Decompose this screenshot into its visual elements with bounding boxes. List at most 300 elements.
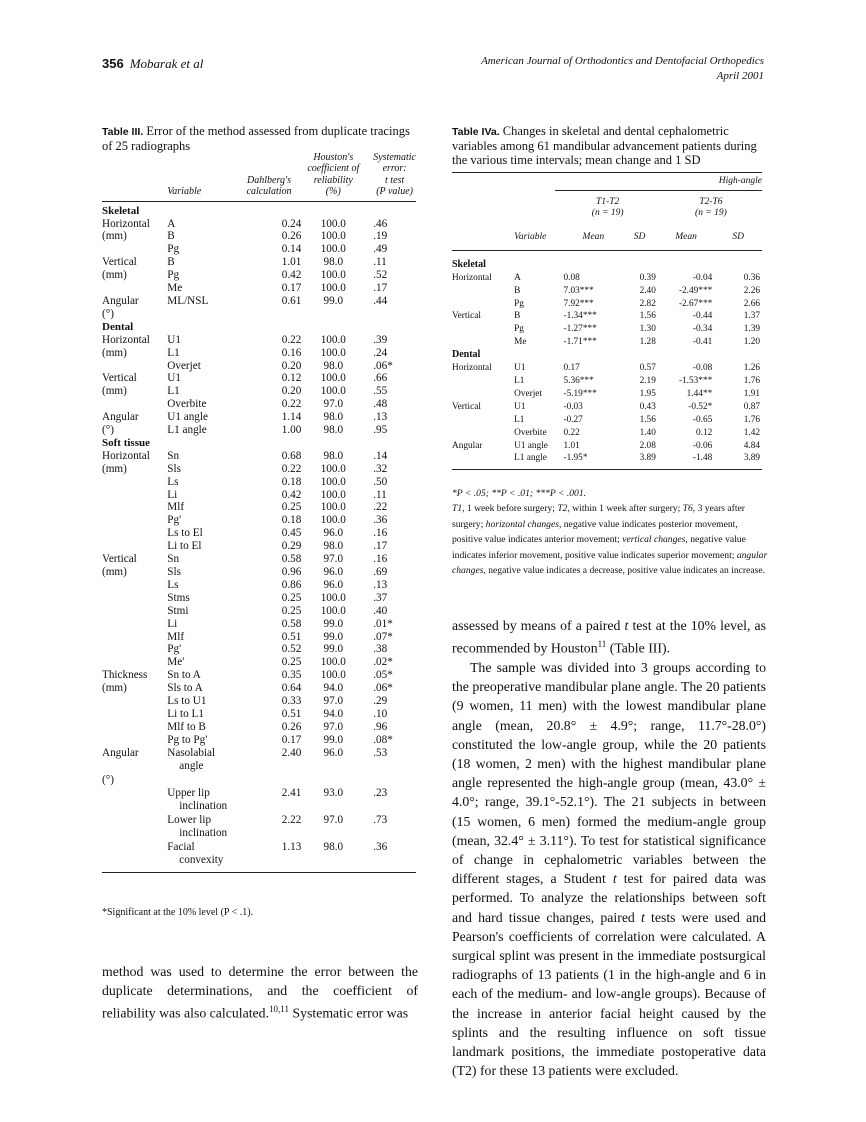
table4-cell-m2: -0.04 (692, 272, 713, 283)
table4-row (452, 362, 762, 375)
table3-row (102, 631, 416, 644)
table3-cell-c0: (mm) (102, 682, 127, 695)
table3-cell-c0 (102, 540, 167, 553)
table3-cell-p: .17 (373, 282, 388, 295)
table3-row (102, 308, 416, 321)
table3-cell-d: 0.22 (281, 398, 302, 411)
table4-cell-m2: -0.08 (692, 363, 713, 374)
table3-cell-d: 0.17 (281, 282, 302, 295)
table3-cell-d: 1.01 (281, 256, 302, 269)
table3-cell-p: .19 (373, 230, 388, 243)
table3-cell-d: 1.14 (281, 411, 302, 424)
table3-cell-h: 100.0 (320, 475, 346, 488)
table3-cell-c0: Angular (102, 294, 139, 307)
table3-cell-d: 0.42 (281, 488, 302, 501)
table3-cell-p: .17 (373, 540, 388, 553)
table3-cell-v: Sls (167, 462, 181, 475)
table3-row (102, 501, 416, 514)
table4-group-label: Dental (452, 349, 481, 361)
table3-cell-v: L1 (167, 385, 180, 398)
table3-row (102, 708, 416, 721)
table3-cell-d: 0.86 (281, 578, 302, 591)
table4-cell-v: L1 (514, 375, 525, 386)
table3-cell-c0: Vertical (102, 372, 137, 385)
table3-cell-v: Mlf (167, 501, 185, 514)
table3-cell-v: Stms (167, 591, 190, 604)
table3-cell-p: .39 (373, 333, 388, 346)
table3-header-houston: Houston's coefficient of reliability (%) (303, 152, 371, 201)
table3-cell-v: Ls (167, 578, 179, 591)
table3-cell-v: U1 angle (167, 411, 208, 424)
running-header-left (102, 56, 203, 72)
table3-cell-p: .66 (373, 372, 388, 385)
table3-cell-h: 94.0 (323, 707, 344, 720)
table3-row (102, 372, 416, 385)
table4-row (452, 285, 762, 298)
table3-cell-v: Sn to A (167, 669, 201, 682)
table4-cell-s1: 2.40 (639, 285, 656, 296)
table3-cell-d: 0.42 (281, 269, 302, 282)
table3-cell-d: 0.25 (281, 501, 302, 514)
table4-row (452, 310, 762, 323)
table3-label: Table III. (102, 126, 144, 138)
table3-cell-v: Mlf (167, 630, 185, 643)
table3-cell-d: 2.22 (281, 813, 302, 826)
table3-cell-v: L1 angle (167, 424, 207, 437)
table3-cell-v: Pg' (167, 643, 182, 656)
table3-row (102, 814, 416, 841)
table3-row (102, 682, 416, 695)
table3-cell-h: 100.0 (320, 372, 346, 385)
table4-cell-v: B (514, 285, 521, 296)
table3-cell-v: Overbite (167, 398, 207, 411)
table3-body (102, 201, 416, 873)
table4-cell-v: A (514, 272, 521, 283)
table3-cell-p: .38 (373, 643, 388, 656)
table3-row (102, 230, 416, 243)
table3-cell-p: .02* (373, 656, 393, 669)
table4-cell-m2: -1.48 (660, 452, 716, 469)
table4-cell-s1: 1.56 (639, 311, 656, 322)
table3-cell-c0 (102, 656, 167, 669)
table4-cell-m1: -1.34*** (563, 311, 597, 322)
body-text-right (452, 616, 766, 1080)
table4-cell-v: Pg (514, 324, 524, 335)
table3-cell-d: 2.41 (281, 786, 302, 799)
table3-cell-d: 0.51 (281, 707, 302, 720)
table3-cell-d: 0.64 (281, 682, 302, 695)
table4-cell-m2: -2.67*** (678, 298, 713, 309)
table4-cell-s2: 4.84 (743, 440, 760, 451)
table3-cell-c0: Angular (102, 411, 139, 424)
table3-cell-v: Sls (167, 566, 181, 578)
table3-row (102, 385, 416, 398)
table4-cell-c0 (452, 452, 514, 469)
table3-cell-h: 99.0 (323, 294, 344, 307)
table3-cell-p: .29 (373, 695, 388, 708)
table4-header-mean2: Mean (660, 219, 716, 250)
table3-row (102, 553, 416, 566)
table4-cell-m2: -0.44 (692, 311, 713, 322)
table4-cell-c0: Horizontal (452, 272, 492, 283)
table3-cell-p: .55 (373, 385, 388, 398)
table4-cell-m1: -0.27 (563, 414, 583, 425)
table4-cell-m2: 1.44** (686, 388, 713, 399)
table3-cell-h: 99.0 (323, 643, 344, 656)
table4-foot-significance: *P < .05; **P < .01; ***P < .001. (452, 488, 587, 499)
table3-cell-v: Li to L1 (167, 707, 204, 720)
table4-cell-s2: 1.39 (743, 324, 760, 335)
table4-cell-v: Me (514, 337, 527, 348)
table3-cell-v: Facial convexity (167, 841, 236, 873)
table3-cell-c0 (102, 592, 167, 605)
table3-cell-c0 (102, 243, 167, 256)
table4-cell-v: L1 (514, 414, 525, 425)
table3-cell-v: Pg to Pg' (167, 733, 208, 746)
table3-cell-d: 0.25 (281, 604, 302, 617)
table4-cell-c0 (452, 285, 514, 298)
table3-cell-d: 0.22 (281, 333, 302, 346)
table3-row (102, 334, 416, 347)
table3-cell-c0: (mm) (102, 566, 127, 578)
table4-cell-m2: -0.34 (692, 324, 713, 335)
table4-cell-c0 (452, 298, 514, 311)
table3-cell-p: .22 (373, 501, 388, 514)
table4-group-row (452, 250, 762, 271)
table4-header-t1t2: T1-T2 (n = 19) (591, 196, 624, 218)
table3-caption-text: Error of the method assessed from duplicate tracings of 25 radiographs (102, 124, 410, 153)
table3-cell-h: 100.0 (320, 243, 346, 256)
issue-date: April 2001 (716, 70, 764, 82)
table3-cell-h: 96.0 (323, 746, 344, 759)
table3 (102, 152, 416, 873)
table3-cell-p: .16 (373, 527, 388, 540)
table3-cell-h (303, 774, 371, 787)
running-header-right (481, 54, 764, 84)
table3-cell-v: Stmi (167, 604, 189, 617)
table4-cell-m1: 5.36*** (563, 375, 594, 386)
table3-cell-d: 0.52 (281, 643, 302, 656)
table3-cell-h: 99.0 (323, 630, 344, 643)
table3-header-row (102, 152, 416, 201)
table4-header-mean1: Mean (555, 219, 623, 250)
table3-cell-c0: (mm) (102, 462, 127, 475)
table3-cell-d: 0.20 (281, 359, 302, 372)
table3-cell-c0 (102, 787, 167, 814)
table3-cell-h: 96.0 (323, 578, 344, 591)
table4-cell-m2: -1.53*** (678, 375, 713, 386)
table4-row (452, 388, 762, 401)
table4-group-row (452, 349, 762, 362)
table4-cell-m2: -0.65 (692, 414, 713, 425)
table3-cell-p: .11 (373, 256, 387, 269)
table4-cell-m2: 0.12 (695, 427, 713, 438)
table4-cell-v: U1 angle (514, 440, 548, 451)
table3-cell-c0 (102, 489, 167, 502)
table3-cell-p: .16 (373, 553, 388, 566)
table3-cell-p: .37 (373, 591, 388, 604)
table4-cell-m2: -2.49*** (678, 285, 713, 296)
table3-cell-h: 98.0 (323, 411, 344, 424)
table4-cell-c0: Horizontal (452, 363, 492, 374)
table3-row (102, 489, 416, 502)
table3-cell-v: Sn (167, 553, 180, 566)
table4-row (452, 298, 762, 311)
journal-name: American Journal of Orthodontics and Dentofacial Orthopedics (481, 55, 764, 67)
table3-cell-c0 (102, 605, 167, 618)
table3-cell-c0 (102, 631, 167, 644)
table4-cell-s1: 2.19 (639, 375, 656, 386)
table4-header-sd2: SD (716, 219, 762, 250)
table3-cell-v: U1 (167, 333, 181, 346)
table4-caption (452, 124, 766, 167)
table3-cell-d: 1.13 (237, 841, 304, 873)
table4-cell-c0 (452, 323, 514, 336)
table4-cell-s1: 0.43 (639, 401, 656, 412)
paragraph-1: assessed by means of a paired t test at the 10% level, as recommended by Houston$^{11}$ (Table III). (452, 618, 767, 656)
table3-cell-p: .48 (373, 398, 388, 411)
table4-cell-v: Pg (514, 298, 524, 309)
table3-row (102, 618, 416, 631)
table4-row (452, 375, 762, 388)
table3-cell-p: .36 (371, 841, 416, 873)
table4-header-group (452, 173, 762, 191)
table4-row (452, 452, 762, 469)
table4-header-columns (452, 219, 762, 250)
table3-cell-p: .95 (373, 424, 388, 437)
table4-row (452, 401, 762, 414)
table3-cell-p: .10 (373, 707, 388, 720)
table3-cell-d: 0.14 (281, 243, 302, 256)
table4-cell-v: Overjet (514, 388, 542, 399)
table4-cell-m1: 7.92*** (563, 298, 594, 309)
table3-cell-v: Mlf to B (167, 720, 206, 733)
table3-cell-h: 97.0 (323, 813, 344, 826)
table4-cell-m2: -0.41 (692, 337, 713, 348)
table4-cell-s2: 1.26 (743, 363, 760, 374)
table3-cell-h: 99.0 (323, 733, 344, 746)
table3-cell-c0 (102, 501, 167, 514)
table3-cell-p: .05* (373, 669, 393, 682)
table3-cell-c0: Vertical (102, 553, 137, 566)
table4-cell-s2: 3.89 (716, 452, 762, 469)
table3-cell-p: .44 (373, 294, 388, 307)
table3-cell-p: .07* (373, 630, 393, 643)
table4-row (452, 336, 762, 349)
table3-row (102, 424, 416, 437)
table3-cell-d: 0.58 (281, 617, 302, 630)
table3-cell-c0 (102, 708, 167, 721)
table3-header-systematic: Systematic error: t test (P value) (371, 152, 416, 201)
table3-cell-p: .23 (373, 786, 388, 799)
table3-row (102, 643, 416, 656)
table3-cell-h: 96.0 (323, 566, 344, 578)
table3-cell-p: .24 (373, 346, 388, 359)
table3-cell-p: .53 (373, 746, 388, 759)
table3-cell-v: Li (167, 488, 178, 501)
table4-cell-m1: 1.01 (563, 440, 580, 451)
table3-cell-h: 100.0 (320, 346, 346, 359)
table3-group-row (102, 321, 416, 334)
table3-cell-c0: (mm) (102, 385, 127, 398)
table4-header-variable: Variable (514, 219, 555, 250)
table3-cell-d: 0.18 (281, 475, 302, 488)
table3-cell-d (237, 308, 304, 321)
table3-cell-c0: (mm) (102, 269, 127, 282)
table3-row (102, 476, 416, 489)
table3-cell-h: 96.0 (323, 527, 344, 540)
table4-row (452, 440, 762, 453)
table4-cell-s1: 1.28 (639, 337, 656, 348)
table4-cell-s1: 1.40 (639, 427, 656, 438)
table3-row (102, 669, 416, 682)
table3-cell-v: Sn (167, 449, 180, 462)
table3-cell-c0 (102, 360, 167, 373)
table3-row (102, 398, 416, 411)
table4-cell-c0: Angular (452, 440, 483, 451)
table3-cell-d: 0.24 (281, 217, 302, 230)
table3-cell-h: 100.0 (320, 385, 346, 398)
table4-group-label: Skeletal (452, 258, 486, 270)
table3-cell-p: .69 (373, 566, 388, 578)
table3-cell-c0 (102, 814, 167, 841)
table3-cell-h: 98.0 (303, 841, 371, 873)
table3-row (102, 256, 416, 269)
table3-cell-c0: Horizontal (102, 217, 150, 230)
table3-cell-h: 98.0 (323, 359, 344, 372)
table4-header-sd1: SD (623, 219, 660, 250)
table3-row (102, 656, 416, 669)
table3-cell-v: B (167, 256, 175, 269)
table3-cell-h: 100.0 (320, 282, 346, 295)
table3-cell-v: Lower lip inclination (167, 813, 228, 839)
table3-row (102, 295, 416, 308)
table4-header-highangle: High-angle (555, 173, 762, 191)
table4-cell-s2: 0.87 (743, 401, 760, 412)
table4-row (452, 272, 762, 285)
table3-cell-p: .46 (373, 217, 388, 230)
table3-row (102, 450, 416, 463)
table3-row (102, 282, 416, 295)
table3-cell-c0 (102, 398, 167, 411)
table3-cell-d: 0.26 (281, 720, 302, 733)
page-number: 356 (102, 56, 124, 71)
table3-row (102, 721, 416, 734)
table4-cell-s1: 0.57 (639, 363, 656, 374)
table4-cell-c0 (452, 388, 514, 401)
table3-cell-p: .96 (373, 720, 388, 733)
table4-cell-s2: 1.20 (743, 337, 760, 348)
table3-cell-h: 100.0 (320, 462, 346, 475)
table4-cell-c0 (452, 427, 514, 440)
table4-cell-s2: 0.36 (743, 272, 760, 283)
table3-header-variable: Variable (167, 152, 236, 201)
table4 (452, 172, 762, 470)
table3-cell-v (167, 774, 236, 787)
table3-cell-c0: (°) (102, 307, 114, 320)
table3-group-label: Soft tissue (102, 436, 150, 449)
table3-cell-v: L1 (167, 346, 180, 359)
paragraph-2: The sample was divided into 3 groups according to the preoperative mandibular plane angle. The 20 patients (9 women, 11 men) with the lowest mandibular plane angle (mean, 20.8° ± 4.9°; range, 11.7°-28.0°) constituted the low-angle group, while the 20 patients (18 women, 2 men) with the highest mandibular plane angle represented the high-angle group (mean, 43.0° ± 4.0°; range, 39.1°-52.1°). The 21 subjects in between (15 women, 6 men) formed the medium-angle group (mean, 32.4° ± 3.11°). To test for statistical significance of change in cephalometric variables between the different stages, a Student t test for paired data was performed. To analyze the relationships between soft and hard tissue changes, paired t tests were used and Pearson's coefficients of correlation were calculated. A surgical splint was present in the immediate postsurgical radiographs of 13 patients (1 in the high-angle and 6 in each of the medium- and low-angle groups). Because of the increase in anterior facial height caused by the splints and the resulting influence on soft tissue landmark positions, the immediate postoperative data (T2) for these 13 patients were excluded. (452, 660, 767, 1079)
table3-cell-d: 0.29 (281, 540, 302, 553)
table3-cell-h: 100.0 (320, 488, 346, 501)
table3-cell-v: Me' (167, 656, 185, 669)
table3-row (102, 605, 416, 618)
table3-cell-h: 100.0 (320, 269, 346, 282)
table3-cell-v: Sls to A (167, 682, 203, 695)
table4-cell-v: U1 (514, 363, 526, 374)
table3-cell-d: 1.00 (281, 424, 302, 437)
table3-cell-h: 100.0 (320, 217, 346, 230)
table3-cell-d: 2.40 (281, 746, 302, 759)
table3-cell-c0 (102, 476, 167, 489)
table3-cell-d: 0.33 (281, 695, 302, 708)
table4-cell-s2: 1.76 (743, 375, 760, 386)
table3-cell-v: Li (167, 617, 178, 630)
table4-cell-c0 (452, 414, 514, 427)
table3-row (102, 566, 416, 579)
table3-header-blank (102, 152, 167, 201)
body-text-left: method was used to determine the error between the duplicate determinations, and the coefficient of reliability was also calculated.$^{10,11}$ Systematic error was (102, 964, 418, 1021)
table3-cell-c0 (102, 618, 167, 631)
table4-cell-v: L1 angle (514, 452, 555, 469)
table3-cell-h: 97.0 (323, 695, 344, 708)
table3-row (102, 243, 416, 256)
table3-cell-p: .13 (373, 578, 388, 591)
table4-label: Table IVa. (452, 126, 500, 138)
table3-cell-d: 0.35 (281, 669, 302, 682)
table3-cell-d: 0.12 (281, 372, 302, 385)
table3-cell-c0 (102, 643, 167, 656)
table3-cell-d: 0.26 (281, 230, 302, 243)
table4-cell-s2: 1.91 (743, 388, 760, 399)
table3-cell-h: 93.0 (323, 786, 344, 799)
table4-footnote (452, 486, 770, 578)
table3-row (102, 695, 416, 708)
table3-cell-v: Nasolabial angle (167, 746, 216, 772)
table4-body (452, 250, 762, 470)
table3-cell-v: Pg (167, 243, 180, 256)
table3-cell-h: 100.0 (320, 501, 346, 514)
table3-cell-h: 98.0 (323, 256, 344, 269)
table3-cell-p: .06* (373, 682, 393, 695)
table4-caption-text: Changes in skeletal and dental cephalometric variables among 61 mandibular advancement patients during the various time intervals; mean change and 1 SD (452, 124, 757, 167)
table3-cell-h: 100.0 (320, 230, 346, 243)
table3-cell-d: 0.96 (281, 566, 302, 578)
table3-cell-c0: Angular (102, 746, 139, 759)
table3-cell-h: 100.0 (320, 656, 346, 669)
table4-header-t2t6: T2-T6 (n = 19) (695, 196, 727, 218)
table4-cell-m1: 0.08 (563, 272, 580, 283)
table3-footnote: *Significant at the 10% level (P < .1). (102, 907, 254, 918)
table4-cell-m1: -0.03 (563, 401, 583, 412)
table3-cell-c0 (102, 721, 167, 734)
table3-cell-c0: (mm) (102, 230, 127, 243)
table3-cell-h: 94.0 (323, 682, 344, 695)
table4-header-intervals (452, 190, 762, 219)
table4-cell-s1: 1.30 (639, 324, 656, 335)
table3-cell-d: 0.16 (281, 346, 302, 359)
table3-cell-p: .32 (373, 462, 388, 475)
table4-cell-s1: 1.56 (639, 414, 656, 425)
table4-row (452, 323, 762, 336)
table3-cell-c0 (102, 514, 167, 527)
table3-cell-v: Pg' (167, 514, 182, 527)
table4-cell-s2: 2.66 (743, 298, 760, 309)
table3-group-row (102, 201, 416, 217)
table3-row (102, 734, 416, 747)
table3-cell-h: 100.0 (320, 591, 346, 604)
